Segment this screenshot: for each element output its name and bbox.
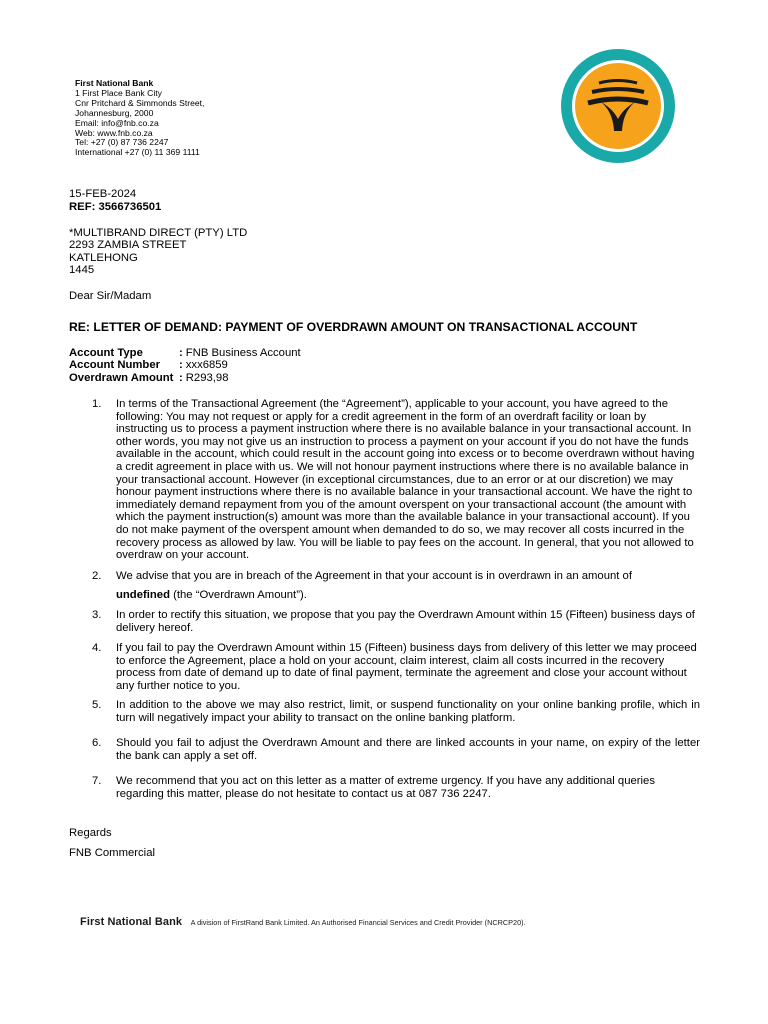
bank-address-block bbox=[75, 79, 204, 158]
clause-number: 3. bbox=[92, 609, 102, 621]
bank-address-line: Johannesburg, 2000 bbox=[75, 107, 154, 118]
clause-number: 7. bbox=[92, 775, 102, 787]
recipient-name: *MULTIBRAND DIRECT (PTY) LTD bbox=[69, 227, 248, 239]
footer-brand: First National Bank bbox=[80, 916, 183, 928]
bank-email: Email: info@fnb.co.za bbox=[75, 117, 159, 128]
overdrawn-amount-inline: undefined bbox=[116, 589, 170, 601]
bank-tel: Tel: +27 (0) 87 736 2247 bbox=[75, 137, 169, 148]
clause-text: In terms of the Transactional Agreement (the “Agreement”), applicable to your account, you have agreed to the following: You may not request or apply for a credit agreement in the form of an overdraft facility or loan by instructing us to process a payment instruction where there is no available balance in your transactional account. In other words, you may not give us an instruction to process a payment on your account if you do not have the funds available in the account, which could result in the account going into excess or to become overdrawn without having a credit agreement in place with us. We will not honour payment instructions where there is no available balance in your transactional account. However (in exceptional circumstances, due to an error or at our discretion) we may honour payment instructions where there is no available balance in your transactional account. We have the right to immediately demand repayment from you of the amount overspent on your transactional account (the amount with which the payment instruction(s) amount was more than the available balance in your transactional account). If you do not make payment of the overspent amount when demanded to do so, we may recover all costs incurred in the recovery process as allowed by law. You will be liable to pay fees on the account. In general, that you not allowed to overdraw on your account. bbox=[116, 398, 695, 562]
overdrawn-amount-label: Overdrawn Amount bbox=[69, 371, 174, 384]
recipient-street: 2293 ZAMBIA STREET bbox=[69, 239, 187, 252]
overdrawn-amount-value: R293,98 bbox=[185, 371, 229, 384]
clause-number: 4. bbox=[92, 642, 102, 654]
clause-text: In addition to the above we may also restrict, limit, or suspend functionality on your online banking profile, which in turn will negatively impact your ability to transact on the online banking platform. bbox=[116, 699, 700, 724]
clause-text: If you fail to pay the Overdrawn Amount within 15 (Fifteen) business days from delivery of this letter we may proceed to enforce the Agreement, place a hold on your account, claim interest, claim all costs incurred in the recovery process from date of demand up to date of final payment, terminate the agreement and close your account without any further notice to you. bbox=[116, 642, 697, 692]
bank-web: Web: www.fnb.co.za bbox=[75, 127, 153, 138]
recipient-address bbox=[69, 227, 247, 277]
recipient-postal-code: 1445 bbox=[69, 264, 95, 277]
overdrawn-amount-row bbox=[69, 372, 301, 384]
footer-description: A division of FirstRand Bank Limited. An Authorised Financial Services and Credit Provider (NCRCP20). bbox=[190, 918, 526, 927]
account-type-row bbox=[69, 347, 301, 359]
account-number-value: xxx6859 bbox=[185, 359, 228, 372]
separator: : bbox=[179, 347, 183, 359]
clause-text: In order to rectify this situation, we propose that you pay the Overdrawn Amount within 15 (Fifteen) business days of delivery hereof. bbox=[116, 609, 695, 634]
salutation: Dear Sir/Madam bbox=[69, 290, 152, 302]
separator: : bbox=[179, 359, 183, 372]
clause-number: 1. bbox=[92, 398, 102, 410]
recipient-city: KATLEHONG bbox=[69, 251, 138, 264]
clause-text: We advise that you are in breach of the Agreement in that your account is in overdrawn in an amount of bbox=[116, 570, 632, 582]
account-details bbox=[69, 347, 301, 384]
clause-text: We recommend that you act on this letter as a matter of extreme urgency. If you have any additional queries regarding this matter, please do not hesitate to contact us at 087 736 2247. bbox=[116, 775, 655, 800]
letter-date: 15-FEB-2024 bbox=[69, 188, 137, 200]
clause-text: Should you fail to adjust the Overdrawn Amount and there are linked accounts in your name, on expiry of the letter the bank can apply a set off. bbox=[116, 737, 700, 762]
bank-international-tel: International +27 (0) 11 369 1111 bbox=[75, 147, 200, 158]
clause-number: 2. bbox=[92, 570, 102, 582]
letter-subject: RE: LETTER OF DEMAND: PAYMENT OF OVERDRAWN AMOUNT ON TRANSACTIONAL ACCOUNT bbox=[69, 320, 638, 334]
bank-name: First National Bank bbox=[75, 78, 154, 88]
clause-text-after: (the “Overdrawn Amount”). bbox=[173, 589, 307, 601]
page-footer bbox=[80, 912, 526, 930]
fnb-acacia-tree-logo bbox=[561, 49, 675, 163]
clause-number: 5. bbox=[92, 699, 102, 711]
letter-reference: REF: 3566736501 bbox=[69, 200, 162, 213]
bank-address-line: Cnr Pritchard & Simmonds Street, bbox=[75, 97, 205, 108]
account-type-label: Account Type bbox=[69, 347, 143, 359]
account-number-label: Account Number bbox=[69, 359, 161, 372]
closing-signoff: FNB Commercial bbox=[69, 847, 155, 859]
separator: : bbox=[179, 371, 183, 384]
letter-meta bbox=[69, 188, 161, 213]
clause-number: 6. bbox=[92, 737, 102, 749]
account-number-row bbox=[69, 359, 301, 371]
account-type-value: FNB Business Account bbox=[185, 347, 301, 359]
clause-amount-line bbox=[116, 589, 700, 602]
bank-address-line: 1 First Place Bank City bbox=[75, 87, 162, 98]
closing-regards: Regards bbox=[69, 827, 112, 839]
